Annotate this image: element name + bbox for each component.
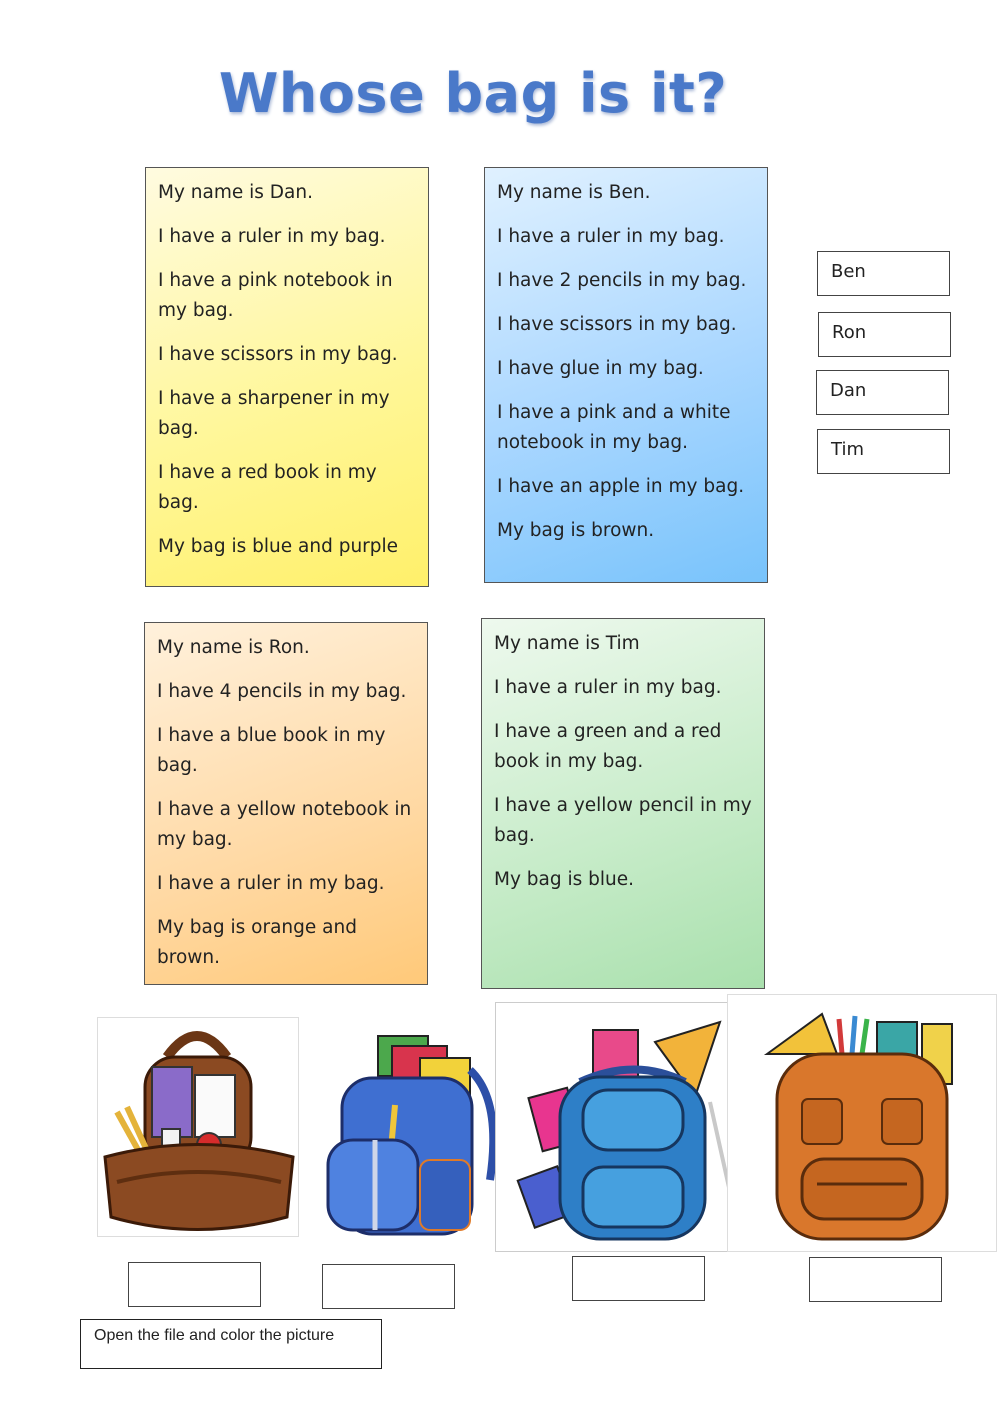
card-line: I have a sharpener in my bag. [158, 388, 390, 439]
card-tim [481, 618, 765, 989]
card-line: I have glue in my bag. [497, 358, 704, 379]
page-title: Whose bag is it? [218, 62, 728, 125]
card-line: My bag is brown. [497, 520, 655, 541]
name-tile-ben[interactable]: Ben [817, 251, 950, 296]
card-line: My bag is orange and brown. [157, 917, 357, 968]
card-line: I have a yellow pencil in my bag. [494, 795, 752, 846]
card-dan [145, 167, 429, 587]
card-line: I have 4 pencils in my bag. [157, 681, 407, 702]
card-line: I have a ruler in my bag. [158, 226, 386, 247]
card-line: I have scissors in my bag. [158, 344, 398, 365]
card-line: My name is Tim [494, 633, 640, 654]
name-tile-dan[interactable]: Dan [816, 370, 949, 415]
answer-box-bag-3[interactable] [572, 1256, 705, 1301]
card-line: I have a pink notebook in my bag. [158, 270, 393, 321]
card-line: I have a pink and a white notebook in my bag. [497, 402, 731, 453]
instruction-note: Open the file and color the picture [80, 1319, 382, 1369]
card-line: I have a red book in my bag. [158, 462, 377, 513]
card-line: My name is Ben. [497, 182, 651, 203]
card-line: I have a ruler in my bag. [497, 226, 725, 247]
name-tile-ron[interactable]: Ron [818, 312, 951, 357]
card-line: I have an apple in my bag. [497, 476, 745, 497]
card-line: I have a green and a red book in my bag. [494, 721, 722, 772]
card-line: My name is Ron. [157, 637, 310, 658]
card-ben [484, 167, 768, 583]
card-line: I have scissors in my bag. [497, 314, 737, 335]
card-line: My bag is blue and purple [158, 536, 399, 557]
orange-backpack-icon [727, 994, 997, 1252]
card-line: I have a ruler in my bag. [157, 873, 385, 894]
card-line: I have a yellow notebook in my bag. [157, 799, 412, 850]
card-line: My name is Dan. [158, 182, 313, 203]
card-line: My bag is blue. [494, 869, 635, 890]
card-line: I have a blue book in my bag. [157, 725, 386, 776]
card-ron [144, 622, 428, 985]
brown-backpack-icon [97, 1017, 299, 1237]
answer-box-bag-2[interactable] [322, 1264, 455, 1309]
card-line: I have a ruler in my bag. [494, 677, 722, 698]
answer-box-bag-4[interactable] [809, 1257, 942, 1302]
blue-backpack-icon [320, 1030, 502, 1242]
card-line: I have 2 pencils in my bag. [497, 270, 747, 291]
answer-box-bag-1[interactable] [128, 1262, 261, 1307]
name-tile-tim[interactable]: Tim [817, 429, 950, 474]
